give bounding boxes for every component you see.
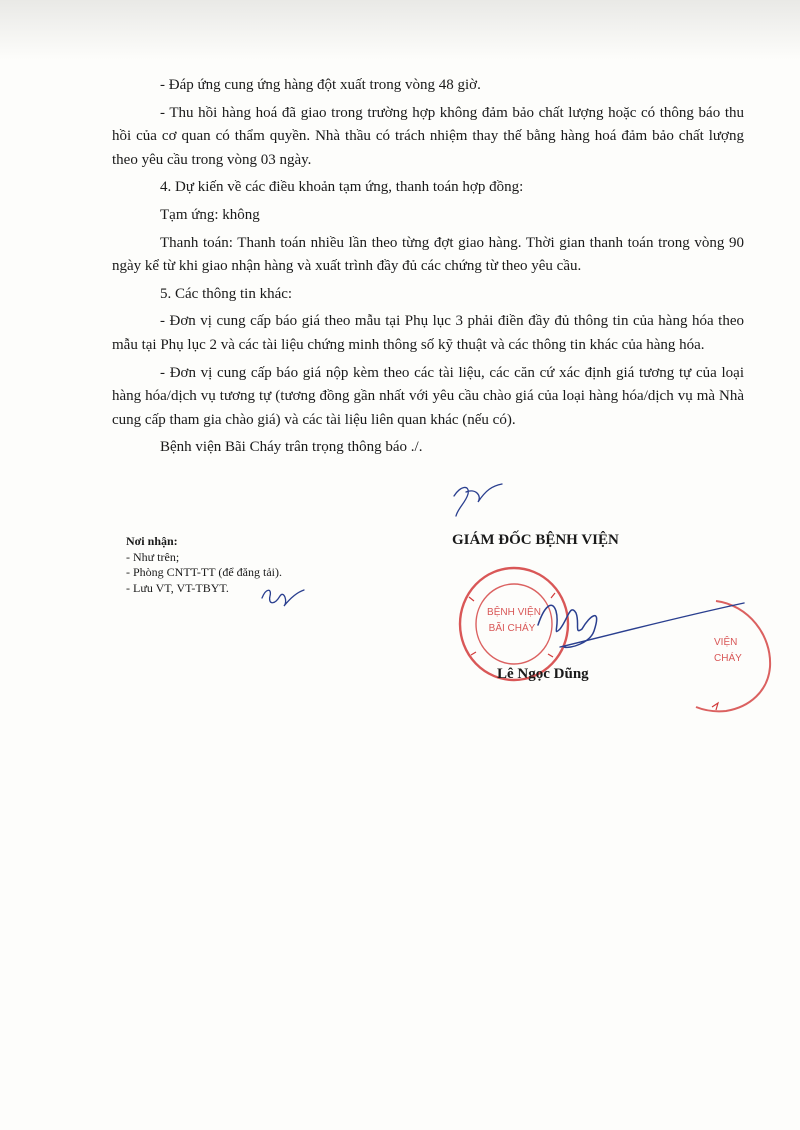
closing-line: Bệnh viện Bãi Cháy trân trọng thông báo ./. — [160, 439, 423, 456]
paragraph-payment: Thanh toán: Thanh toán nhiều lần theo từng đợt giao hàng. Thời gian thanh toán trong vòng 90 ngày kể từ khi giao nhận hàng và xuất trình đầy đủ các chứng từ theo yêu cầu. — [112, 234, 744, 275]
document-body — [112, 74, 744, 460]
recipient-item: - Lưu VT, VT-TBYT. — [126, 580, 229, 595]
recipients-label: Nơi nhận: — [126, 534, 178, 548]
seal-edge-text-line1: VIỆN — [714, 637, 738, 648]
signatory-title: GIÁM ĐỐC BỆNH VIỆN — [452, 532, 619, 548]
paragraph-advance: Tạm ứng: không — [160, 206, 260, 223]
seal-edge-text-line2: CHÁY — [714, 653, 742, 664]
heading-other-info: 5. Các thông tin khác: — [160, 285, 293, 302]
director-signature — [530, 585, 750, 675]
scan-shadow — [0, 0, 800, 60]
recipient-item: - Như trên; — [126, 549, 180, 564]
seal-text-line1: BỆNH VIỆN — [487, 607, 541, 618]
seal-text-line2: BÃI CHÁY — [488, 623, 536, 634]
paragraph-recall: - Thu hồi hàng hoá đã giao trong trường hợp không đảm bảo chất lượng hoặc có thông báo thu hồi của cơ quan có thẩm quyền. Nhà thầu có trách nhiệm thay thế bằng hàng hoá đảm bảo chất lượng theo yêu cầu trong vòng 03 ngày. — [112, 104, 744, 168]
recipients-block — [126, 534, 386, 596]
recipients-list — [126, 550, 386, 597]
heading-payment-terms: 4. Dự kiến về các điều khoản tạm ứng, thanh toán hợp đồng: — [160, 179, 524, 196]
paragraph-emergency-supply: - Đáp ứng cung ứng hàng đột xuất trong vòng 48 giờ. — [160, 77, 481, 93]
handwritten-initials-small — [258, 584, 306, 610]
paragraph-quote-form: - Đơn vị cung cấp báo giá theo mẫu tại Phụ lục 3 phải điền đầy đủ thông tin của hàng hóa theo mẫu tại Phụ lục 2 và các tài liệu chứng minh thông số kỹ thuật và các thông tin khác của hàng hóa. — [112, 313, 744, 353]
paragraph-quote-documents: - Đơn vị cung cấp báo giá nộp kèm theo các tài liệu, các căn cứ xác định giá tương tự của loại hàng hóa/dịch vụ tương tự (tương đồng gần nhất với yêu cầu chào giá của loại hàng hóa/dịch vụ mà Nhà cung cấp tham gia chào giá) và các tài liệu liên quan khác (nếu có). — [112, 364, 744, 428]
signatory-name: Lê Ngọc Dũng — [497, 666, 589, 682]
handwritten-initials — [448, 478, 506, 520]
recipient-item: - Phòng CNTT-TT (để đăng tải). — [126, 565, 282, 579]
